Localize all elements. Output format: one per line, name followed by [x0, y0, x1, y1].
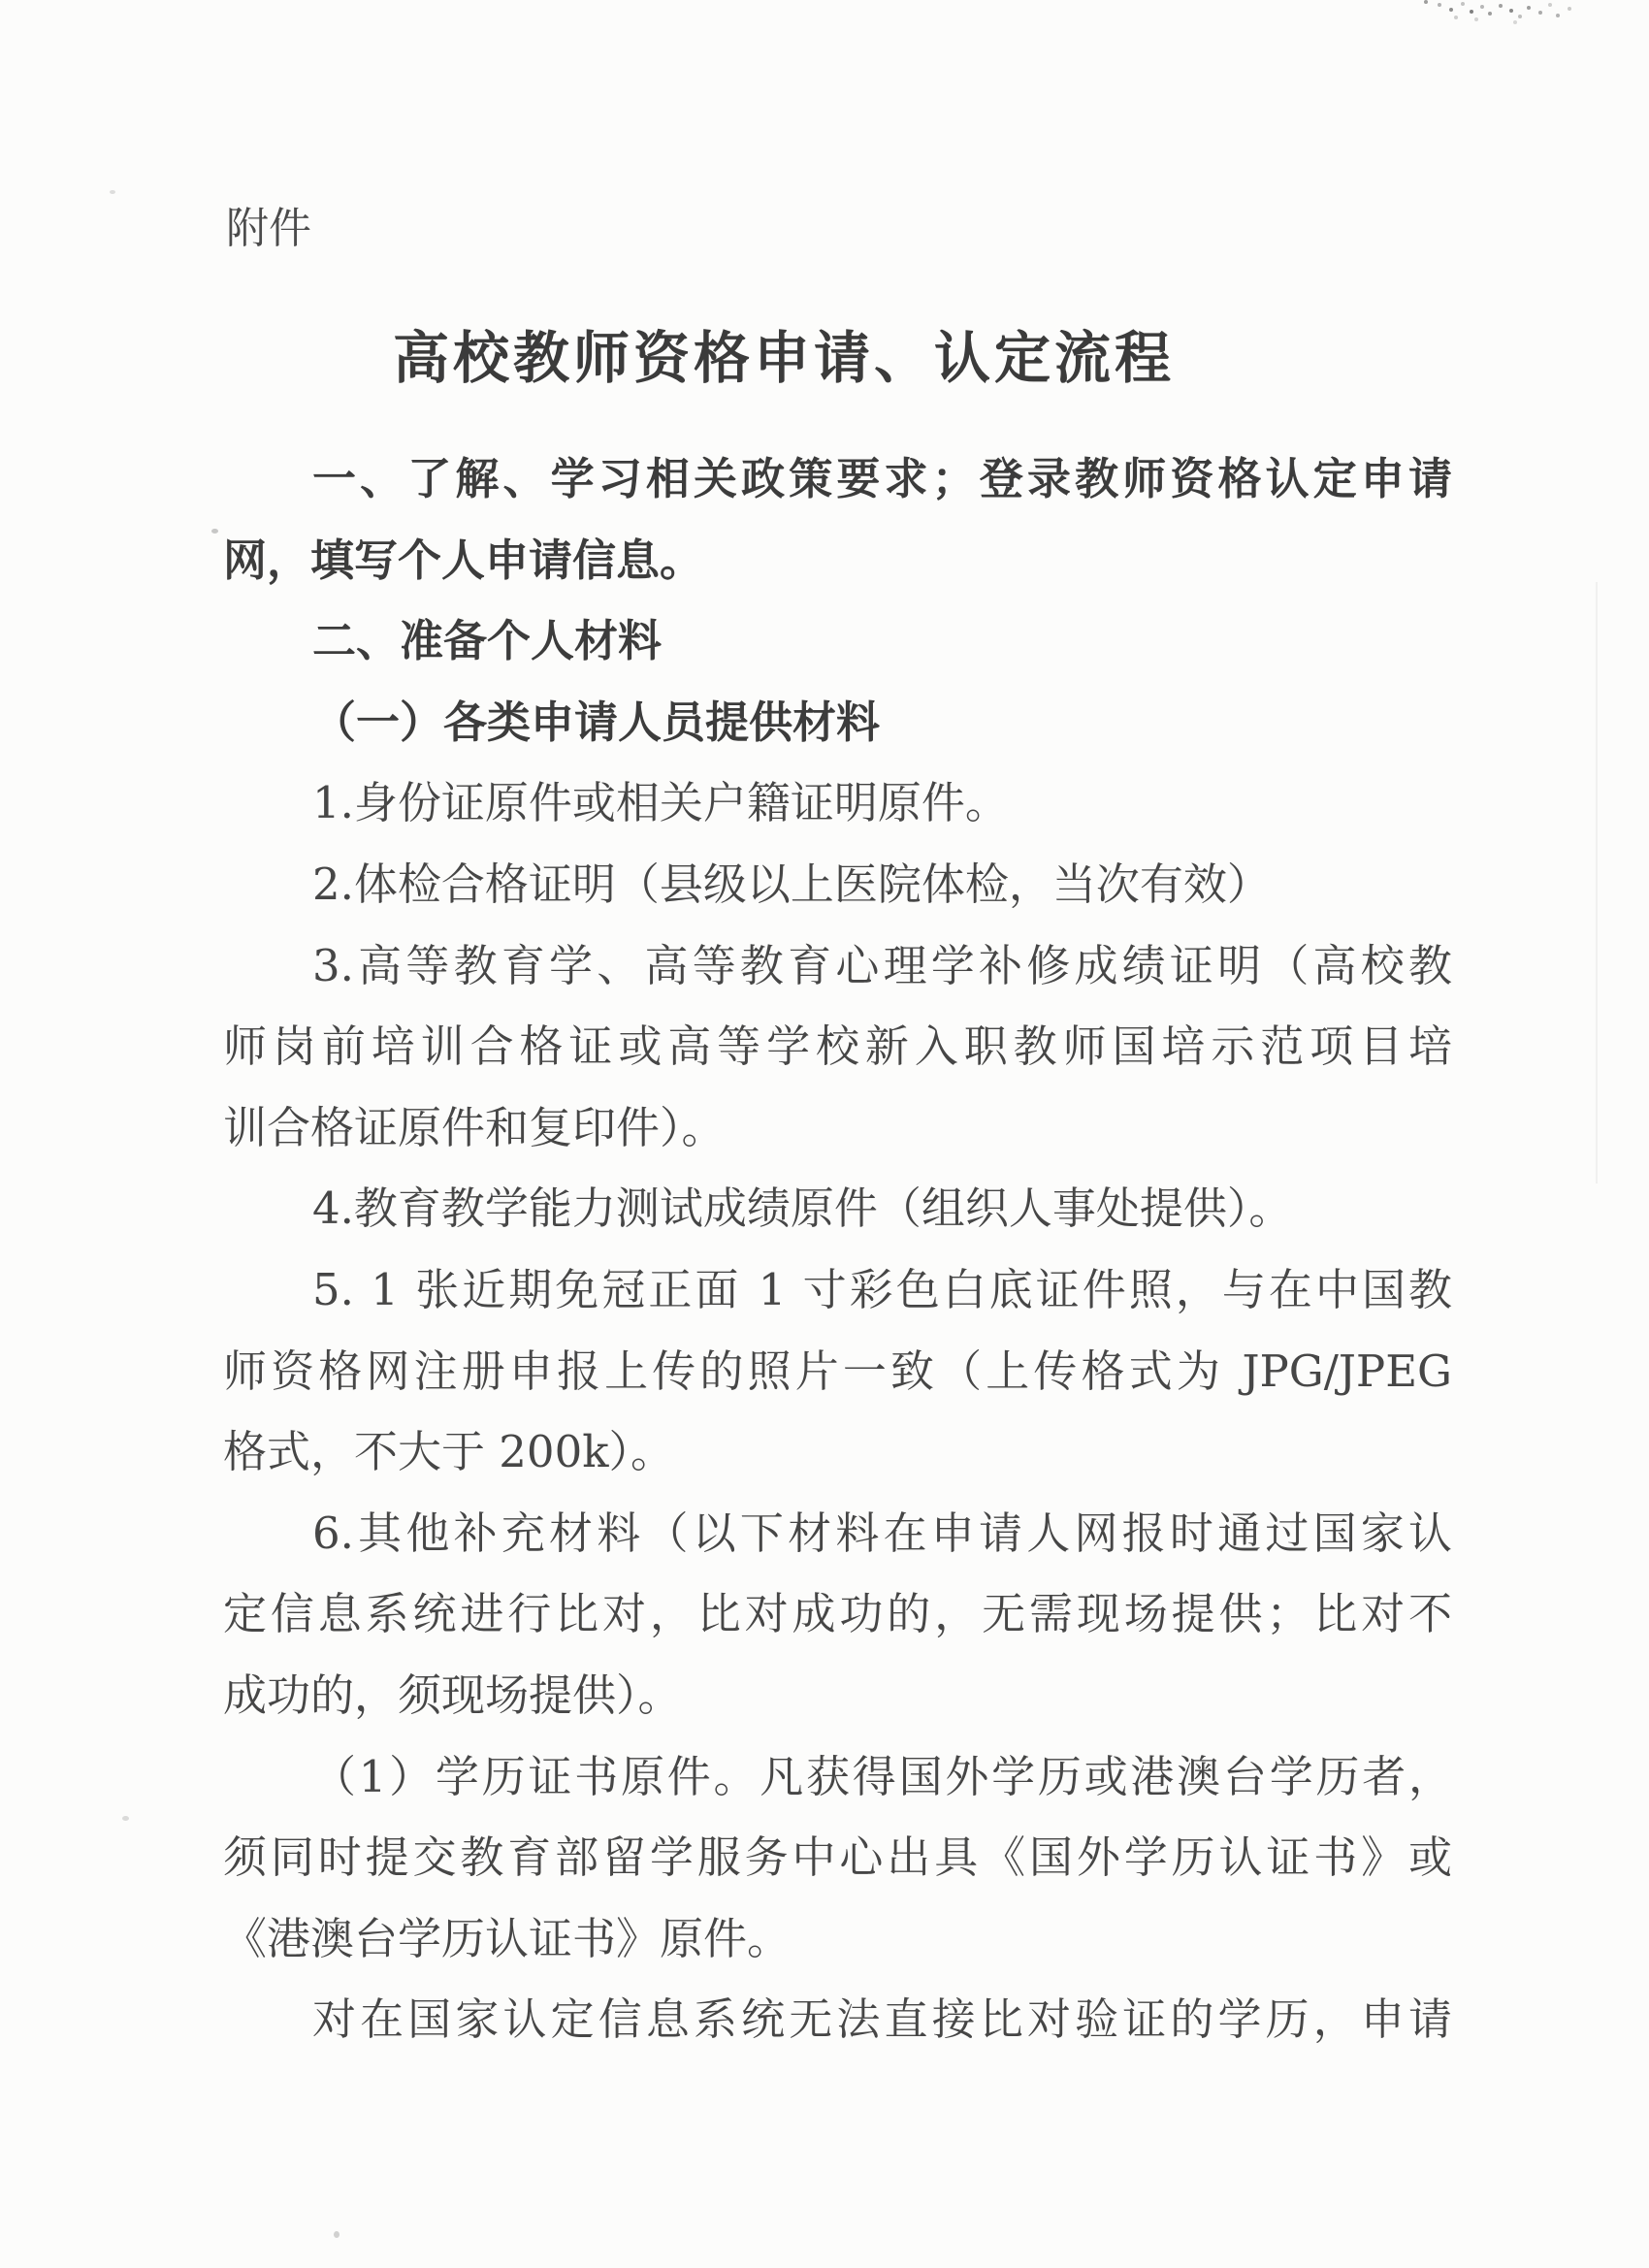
- para-step1-line2: 网，填写个人申请信息。: [223, 535, 704, 585]
- item-1: 1.身份证原件或相关户籍证明原件。: [312, 777, 1009, 829]
- document-body: [223, 438, 1452, 2060]
- item-3-line2: 师岗前培训合格证或高等学校新入职教师国培示范项目培: [223, 1021, 1452, 1073]
- item-5-line1: 5. 1 张近期免冠正面 1 寸彩色白底证件照，与在中国教: [312, 1263, 1452, 1315]
- item-5-line2: 师资格网注册申报上传的照片一致（上传格式为 JPG/JPEG: [223, 1345, 1452, 1397]
- item-4: 4.教育教学能力测试成绩原件（组织人事处提供）。: [312, 1183, 1293, 1235]
- document-title: 高校教师资格申请、认定流程: [392, 327, 1175, 390]
- scan-speck: [211, 529, 218, 534]
- scan-speck: [334, 2231, 340, 2238]
- heading-subsection-1: （一）各类申请人员提供材料: [312, 697, 881, 747]
- item-2: 2.体检合格证明（县级以上医院体检，当次有效）: [312, 858, 1271, 910]
- para-step1-line1: 一、了解、学习相关政策要求；登录教师资格认定申请: [312, 454, 1452, 503]
- item-6-sub1-line2: 须同时提交教育部留学服务中心出具《国外学历认证书》或: [223, 1831, 1452, 1884]
- item-3-line1: 3.高等教育学、高等教育心理学补修成绩证明（高校教: [312, 939, 1452, 991]
- item-5-line3: 格式，不大于 200k）。: [223, 1426, 674, 1478]
- scan-streak-artifact: [1596, 582, 1598, 1183]
- scan-speck: [110, 190, 115, 194]
- attachment-label: 附件: [226, 204, 311, 253]
- item-6-line1: 6.其他补充材料（以下材料在申请人网报时通过国家认: [312, 1507, 1452, 1559]
- item-6-line2: 定信息系统进行比对，比对成功的，无需现场提供；比对不: [223, 1588, 1452, 1640]
- item-3-line3: 训合格证原件和复印件）。: [223, 1101, 726, 1153]
- scan-speck: [122, 1816, 129, 1821]
- item-6-sub1-line1: （1）学历证书原件。凡获得国外学历或港澳台学历者，: [312, 1750, 1452, 1802]
- para-degree-note-line1: 对在国家认定信息系统无法直接比对验证的学历，申请: [312, 1993, 1452, 2046]
- scan-noise-artifact: [1424, 0, 1428, 4]
- item-6-sub1-line3: 《港澳台学历认证书》原件。: [223, 1912, 792, 1964]
- item-6-line3: 成功的，须现场提供）。: [223, 1669, 682, 1721]
- heading-step2: 二、准备个人材料: [312, 616, 663, 666]
